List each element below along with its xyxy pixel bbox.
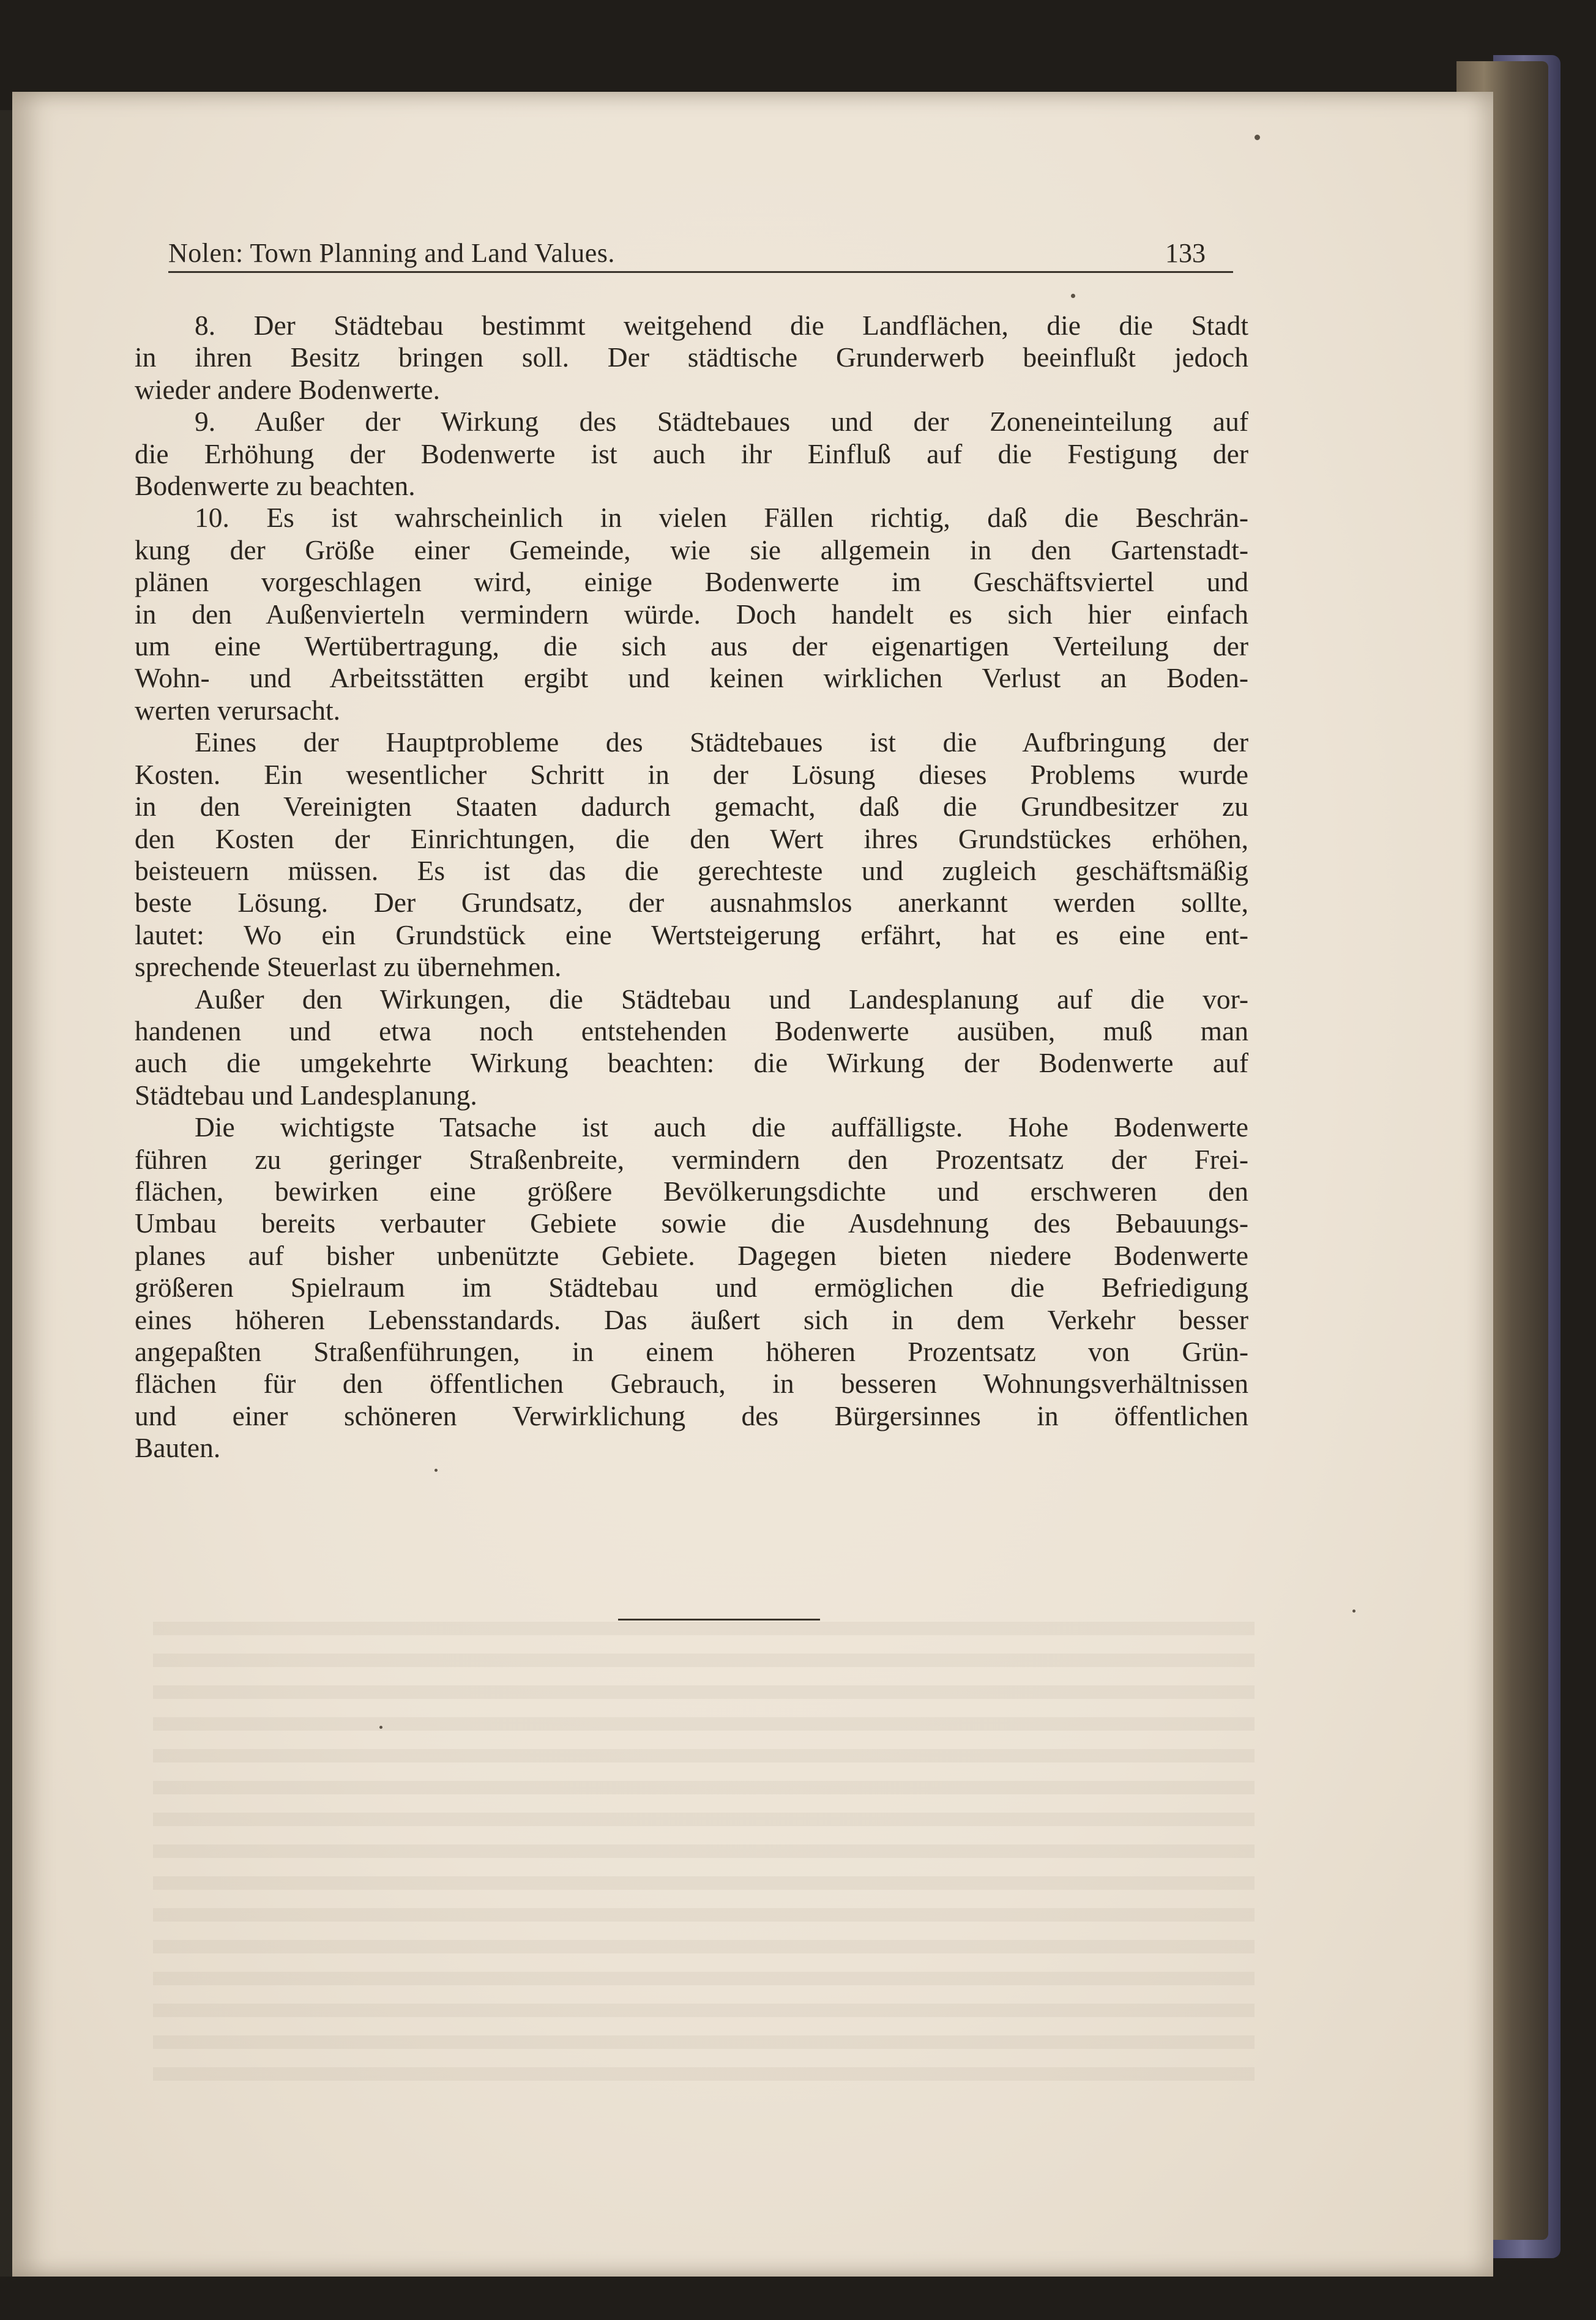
text-line: Umbau bereits verbauter Gebiete sowie die Ausdehnung des Bebauungs- [135,1207,1248,1239]
page-number: 133 [1165,238,1206,268]
text-line: sprechende Steuerlast zu übernehmen. [135,951,562,983]
paragraph [135,983,1248,1112]
text-line: Die wichtigste Tatsache ist auch die auffälligste. Hohe Bodenwerte [195,1111,1248,1143]
text-line: Wohn- und Arbeitsstätten ergibt und keinen wirklichen Verlust an Boden- [135,662,1248,694]
text-line: in den Vereinigten Staaten dadurch gemacht, daß die Grundbesitzer zu [135,791,1248,822]
text-line: Städtebau und Landesplanung. [135,1079,477,1111]
paragraph [135,1111,1248,1464]
body-text [135,310,1248,1464]
paper-speck [1352,1609,1355,1613]
text-line: den Kosten der Einrichtungen, die den Wert ihres Grundstückes erhöhen, [135,822,1248,854]
text-line: plänen vorgeschlagen wird, einige Bodenwerte im Geschäftsviertel und [135,566,1248,598]
text-line: und einer schöneren Verwirklichung des Bürgersinnes in öffentlichen [135,1400,1248,1431]
text-line: flächen für den öffentlichen Gebrauch, in besseren Wohnungsverhältnissen [135,1368,1248,1400]
text-line: 10. Es ist wahrscheinlich in vielen Fällen richtig, daß die Beschrän- [195,502,1248,534]
paragraph [135,310,1248,406]
paper-speck [1071,294,1075,298]
text-line: beste Lösung. Der Grundsatz, der ausnahmslos anerkannt werden sollte, [135,887,1248,919]
text-line: führen zu geringer Straßenbreite, vermindern den Prozentsatz der Frei- [135,1143,1248,1175]
text-line: planes auf bisher unbenützte Gebiete. Dagegen bieten niedere Bodenwerte [135,1239,1248,1271]
paragraph [135,726,1248,983]
text-line: eines höheren Lebensstandards. Das äußert sich in dem Verkehr besser [135,1304,1248,1335]
show-through-bleed [153,1622,1255,2099]
running-head-title: Nolen: Town Planning and Land Values. [168,238,615,268]
running-head [168,226,1233,275]
text-line: Eines der Hauptprobleme des Städtebaues ist die Aufbringung der [195,726,1248,758]
paper-speck [379,1726,382,1729]
paper-speck [1255,135,1260,140]
text-line: in den Außenvierteln vermindern würde. Doch handelt es sich hier einfach [135,598,1248,630]
text-line: angepaßten Straßenführungen, in einem höheren Prozentsatz von Grün- [135,1336,1248,1367]
text-line: größeren Spielraum im Städtebau und ermöglichen die Befriedigung [135,1272,1248,1304]
text-line: 9. Außer der Wirkung des Städtebaues und der Zoneneinteilung auf [195,406,1248,438]
paragraph [135,406,1248,502]
text-line: kung der Größe einer Gemeinde, wie sie allgemein in den Gartenstadt- [135,534,1248,565]
text-line: 8. Der Städtebau bestimmt weitgehend die Landflächen, die die Stadt [195,310,1248,341]
text-line: wieder andere Bodenwerte. [135,373,440,405]
paper-speck [434,1469,438,1472]
text-line: beisteuern müssen. Es ist das die gerechteste und zugleich geschäftsmäßig [135,854,1248,886]
text-line: auch die umgekehrte Wirkung beachten: die Wirkung der Bodenwerte auf [135,1047,1248,1079]
text-line: werten verursacht. [135,694,341,726]
text-line: Kosten. Ein wesentlicher Schritt in der Lösung dieses Problems wurde [135,758,1248,790]
text-line: lautet: Wo ein Grundstück eine Wertsteigerung erfährt, hat es eine ent- [135,919,1248,950]
text-line: in ihren Besitz bringen soll. Der städtische Grunderwerb beeinflußt jedoch [135,341,1248,373]
header-rule [168,271,1233,273]
section-end-rule [618,1619,820,1621]
book-page [12,92,1493,2277]
text-line: Außer den Wirkungen, die Städtebau und Landesplanung auf die vor- [195,983,1248,1015]
text-line: flächen, bewirken eine größere Bevölkerungsdichte und erschweren den [135,1175,1248,1207]
page-content [12,92,1493,2277]
text-line: die Erhöhung der Bodenwerte ist auch ihr Einfluß auf die Festigung der [135,438,1248,469]
text-line: Bauten. [135,1432,221,1464]
text-line: Bodenwerte zu beachten. [135,470,416,502]
text-line: handenen und etwa noch entstehenden Bodenwerte ausüben, muß man [135,1015,1248,1046]
text-line: um eine Wertübertragung, die sich aus der eigenartigen Verteilung der [135,630,1248,662]
paragraph [135,502,1248,726]
